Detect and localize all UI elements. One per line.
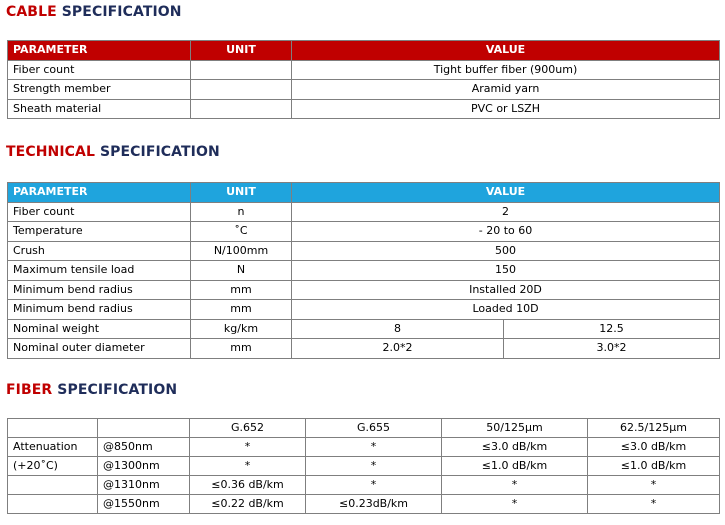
table-header-row — [8, 419, 720, 438]
header-unit: UNIT — [191, 183, 292, 203]
cable-title-rest: SPECIFICATION — [56, 4, 182, 20]
header-unit: UNIT — [191, 41, 292, 61]
unit-cell: kg/km — [191, 319, 292, 339]
value-cell: ≤1.0 dB/km — [588, 457, 720, 476]
cable-spec-table — [7, 40, 720, 119]
value-cell-a: 8 — [292, 319, 504, 339]
unit-cell: mm — [191, 339, 292, 359]
unit-cell — [191, 99, 292, 119]
value-cell: ≤0.22 dB/km — [190, 495, 306, 514]
param-cell: Temperature — [8, 222, 191, 242]
table-row — [8, 339, 720, 359]
table-row — [8, 476, 720, 495]
empty-cell — [8, 476, 98, 495]
unit-cell — [191, 60, 292, 80]
param-cell: Fiber count — [8, 202, 191, 222]
table-row — [8, 60, 720, 80]
column-50-125: 50/125μm — [442, 419, 588, 438]
fiber-spec-title — [6, 382, 177, 398]
unit-cell: N — [191, 261, 292, 281]
value-cell: ≤3.0 dB/km — [442, 438, 588, 457]
value-cell: 500 — [292, 241, 720, 261]
table-row — [8, 222, 720, 242]
unit-cell — [191, 80, 292, 100]
header-value: VALUE — [292, 183, 720, 203]
technical-title-rest: SPECIFICATION — [94, 144, 220, 160]
table-row — [8, 280, 720, 300]
value-cell: * — [306, 457, 442, 476]
param-cell: Minimum bend radius — [8, 300, 191, 320]
value-cell: * — [588, 495, 720, 514]
value-cell-a: 2.0*2 — [292, 339, 504, 359]
unit-cell: mm — [191, 280, 292, 300]
value-cell: - 20 to 60 — [292, 222, 720, 242]
value-cell: Tight buffer fiber (900um) — [292, 60, 720, 80]
empty-cell — [8, 419, 98, 438]
cable-title-accent: CABLE — [6, 4, 57, 20]
header-parameter: PARAMETER — [8, 41, 191, 61]
unit-cell: n — [191, 202, 292, 222]
value-cell: * — [306, 438, 442, 457]
value-cell: Aramid yarn — [292, 80, 720, 100]
param-cell: Strength member — [8, 80, 191, 100]
value-cell: 150 — [292, 261, 720, 281]
table-row — [8, 457, 720, 476]
table-row — [8, 319, 720, 339]
unit-cell: mm — [191, 300, 292, 320]
param-cell: Nominal outer diameter — [8, 339, 191, 359]
cable-spec-title — [6, 4, 182, 20]
empty-cell — [8, 495, 98, 514]
value-cell-b: 3.0*2 — [504, 339, 720, 359]
table-header-row — [8, 183, 720, 203]
table-row — [8, 261, 720, 281]
value-cell: * — [442, 476, 588, 495]
header-value: VALUE — [292, 41, 720, 61]
value-cell: ≤0.36 dB/km — [190, 476, 306, 495]
table-header-row — [8, 41, 720, 61]
value-cell: * — [306, 476, 442, 495]
attenuation-label: Attenuation — [8, 438, 98, 457]
param-cell: Crush — [8, 241, 191, 261]
value-cell: * — [190, 438, 306, 457]
table-row — [8, 438, 720, 457]
empty-cell — [98, 419, 190, 438]
fiber-title-accent: FIBER — [6, 382, 53, 398]
value-cell: 2 — [292, 202, 720, 222]
technical-title-accent: TECHNICAL — [6, 144, 95, 160]
wavelength-cell: @850nm — [98, 438, 190, 457]
value-cell: * — [442, 495, 588, 514]
table-row — [8, 80, 720, 100]
value-cell: * — [190, 457, 306, 476]
value-cell-b: 12.5 — [504, 319, 720, 339]
column-g652: G.652 — [190, 419, 306, 438]
technical-spec-table — [7, 182, 720, 359]
table-row — [8, 300, 720, 320]
value-cell: PVC or LSZH — [292, 99, 720, 119]
param-cell: Nominal weight — [8, 319, 191, 339]
temperature-label: (+20˚C) — [8, 457, 98, 476]
wavelength-cell: @1550nm — [98, 495, 190, 514]
table-row — [8, 241, 720, 261]
table-row — [8, 495, 720, 514]
value-cell: ≤0.23dB/km — [306, 495, 442, 514]
value-cell: Loaded 10D — [292, 300, 720, 320]
fiber-spec-table — [7, 418, 720, 514]
value-cell: Installed 20D — [292, 280, 720, 300]
wavelength-cell: @1310nm — [98, 476, 190, 495]
param-cell: Minimum bend radius — [8, 280, 191, 300]
param-cell: Maximum tensile load — [8, 261, 191, 281]
param-cell: Sheath material — [8, 99, 191, 119]
header-parameter: PARAMETER — [8, 183, 191, 203]
value-cell: ≤1.0 dB/km — [442, 457, 588, 476]
value-cell: * — [588, 476, 720, 495]
technical-spec-title — [6, 144, 220, 160]
param-cell: Fiber count — [8, 60, 191, 80]
unit-cell: ˚C — [191, 222, 292, 242]
unit-cell: N/100mm — [191, 241, 292, 261]
table-row — [8, 99, 720, 119]
column-62-5-125: 62.5/125μm — [588, 419, 720, 438]
value-cell: ≤3.0 dB/km — [588, 438, 720, 457]
fiber-title-rest: SPECIFICATION — [52, 382, 178, 398]
wavelength-cell: @1300nm — [98, 457, 190, 476]
column-g655: G.655 — [306, 419, 442, 438]
table-row — [8, 202, 720, 222]
